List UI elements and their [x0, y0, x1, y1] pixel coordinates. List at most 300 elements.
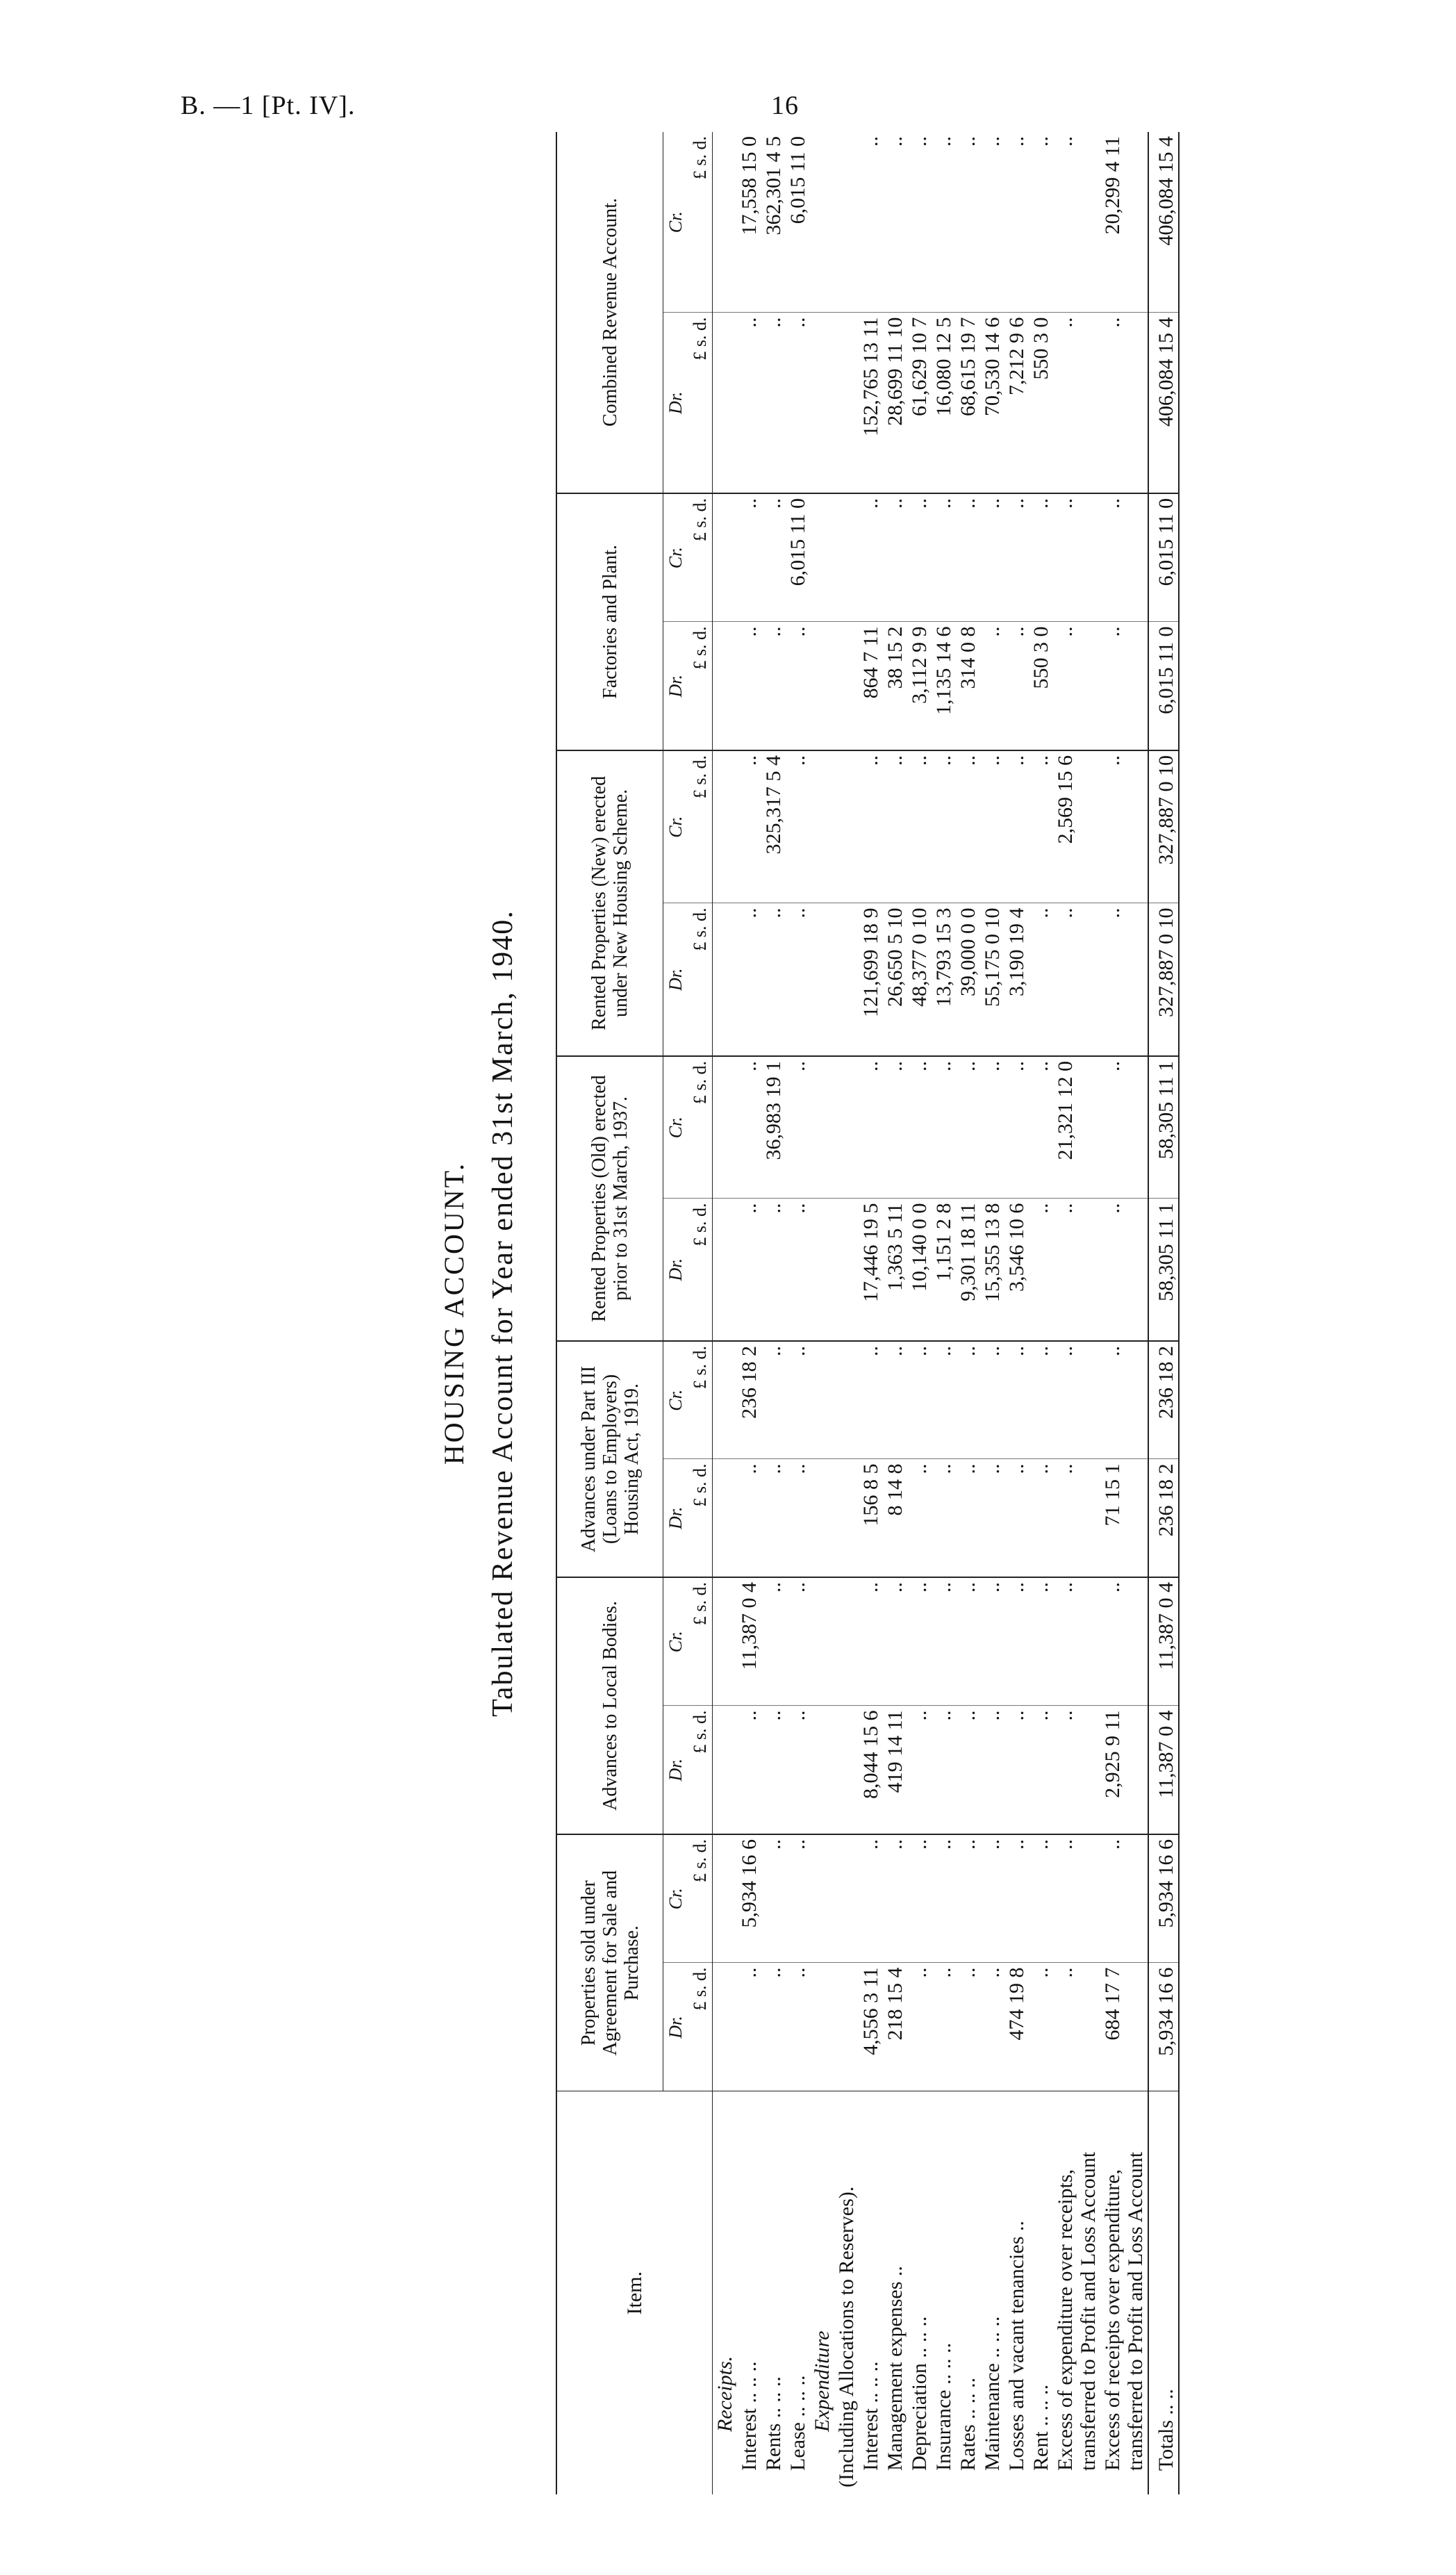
dr-value-cell: ..: [980, 1706, 1004, 1834]
empty-cell: [810, 1963, 834, 2091]
cr-value-cell: ..: [1029, 1834, 1053, 1963]
dr-value-cell: 15,355 13 8: [980, 1199, 1004, 1341]
dr-value-cell: ..: [1029, 1963, 1053, 2091]
dr-header: Dr.: [663, 1706, 688, 1834]
dr-header: Dr.: [663, 1199, 688, 1341]
empty-cell: [810, 493, 834, 622]
group-header-row: [556, 132, 663, 2494]
row-label: Lease .. .. ..: [786, 2091, 810, 2494]
dr-value-cell: 218 15 4: [883, 1963, 907, 2091]
dr-value-cell: ..: [1053, 1459, 1100, 1577]
empty-cell: [834, 1199, 859, 1341]
dr-value-cell: ..: [737, 1963, 761, 2091]
cr-value-cell: ..: [883, 493, 907, 622]
dr-value-cell: ..: [737, 313, 761, 493]
cr-value-cell: ..: [1053, 1834, 1100, 1963]
dr-value-cell: 327,887 0 10: [1148, 903, 1179, 1056]
cr-value-cell: 17,558 15 0: [738, 135, 761, 236]
cr-value-cell: ..: [1029, 493, 1053, 622]
dr-value-cell: ..: [980, 622, 1004, 750]
cr-value-cell: 11,387 0 4: [737, 1577, 761, 1706]
row-label: Excess of expenditure over receipts, transferred to Profit and Loss Account: [1053, 2091, 1100, 2494]
group-header: Advances under Part III (Loans to Employers) Housing Act, 1919.: [556, 1341, 663, 1577]
row-label: Insurance .. .. ..: [932, 2091, 956, 2494]
cr-value-cell: ..: [956, 1056, 980, 1199]
cr-value-cell: ..: [956, 750, 980, 903]
dr-value-cell: 5,934 16 6: [1148, 1963, 1179, 2091]
cr-value-cell: ..: [980, 1834, 1004, 1963]
cr-value-cell: ..: [980, 1056, 1004, 1199]
cr-header: Cr.: [663, 1834, 688, 1963]
cr-value-cell: ..: [956, 1577, 980, 1706]
cr-value-cell: ..: [956, 1834, 980, 1963]
cr-value-cell: ..: [932, 1834, 956, 1963]
cr-value-cell: ..: [1029, 1341, 1053, 1459]
cr-value-cell: ..: [907, 1341, 932, 1459]
dr-value-cell: 58,305 11 1: [1148, 1199, 1179, 1341]
unit-label: £ s. d.: [688, 132, 713, 313]
empty-cell: [713, 1199, 738, 1341]
empty-cell: [834, 1056, 859, 1199]
cr-value-cell: ..: [1004, 1056, 1029, 1199]
cr-value-cell: ..: [1100, 493, 1148, 622]
dr-value-cell: ..: [1053, 1199, 1100, 1341]
table-row: [956, 132, 980, 2494]
empty-cell: [810, 1341, 834, 1459]
empty-cell: [810, 1056, 834, 1199]
cr-value-cell: ..: [957, 135, 979, 147]
dr-value-cell: 314 0 8: [956, 622, 980, 750]
cr-value-cell: ..: [1004, 1341, 1029, 1459]
dr-value-cell: ..: [956, 1706, 980, 1834]
dr-value-cell: ..: [980, 1963, 1004, 2091]
cr-value-cell: ..: [907, 750, 932, 903]
row-label: Rates .. .. ..: [956, 2091, 980, 2494]
dr-value-cell: ..: [786, 1963, 810, 2091]
group-header: Combined Revenue Account.: [556, 132, 663, 493]
dr-value-cell: 3,546 10 6: [1004, 1199, 1029, 1341]
table-row: [932, 132, 956, 2494]
empty-cell: [834, 750, 859, 903]
dr-value-cell: ..: [786, 903, 810, 1056]
cr-header: Cr.: [663, 1341, 688, 1459]
rotated-page-content: [438, 132, 1456, 2494]
unit-label: £ s. d.: [688, 903, 713, 1056]
dr-value-cell: 550 3 0: [1029, 622, 1053, 750]
dr-value-cell: ..: [761, 903, 786, 1056]
cr-value-cell: ..: [980, 750, 1004, 903]
dr-value-cell: ..: [1100, 903, 1148, 1056]
cr-value-cell: 6,015 11 0: [786, 493, 810, 622]
unit-label: £ s. d.: [688, 1963, 713, 2091]
section-heading: Receipts.: [713, 2091, 738, 2494]
cr-value-cell: 236 18 2: [737, 1341, 761, 1459]
table-row: [1004, 132, 1029, 2494]
dr-value-cell: 9,301 18 11: [956, 1199, 980, 1341]
dr-value-cell: 4,556 3 11: [859, 1963, 883, 2091]
table-row: [883, 132, 907, 2494]
dr-value-cell: 7,212 9 6: [1004, 313, 1029, 493]
dr-value-cell: ..: [907, 1706, 932, 1834]
dr-value-cell: ..: [761, 1199, 786, 1341]
dr-value-cell: 3,190 19 4: [1004, 903, 1029, 1056]
dr-value-cell: ..: [956, 1963, 980, 2091]
dr-value-cell: ..: [786, 622, 810, 750]
cr-value-cell: ..: [737, 750, 761, 903]
empty-cell: [810, 1577, 834, 1706]
dr-value-cell: ..: [761, 622, 786, 750]
document-title: HOUSING ACCOUNT.: [438, 1161, 470, 1465]
cr-value-cell: ..: [907, 1834, 932, 1963]
dr-header: Dr.: [663, 903, 688, 1056]
empty-cell: [810, 1706, 834, 1834]
cr-value-cell: ..: [980, 1577, 1004, 1706]
cr-value-cell: ..: [932, 1056, 956, 1199]
empty-cell: [713, 1834, 738, 1963]
empty-cell: [834, 493, 859, 622]
cr-value-cell: 20,299 4 11: [1101, 135, 1124, 235]
dr-value-cell: ..: [932, 1459, 956, 1577]
cr-value-cell: ..: [859, 135, 882, 147]
empty-cell: [713, 313, 738, 493]
cr-value-cell: ..: [932, 1577, 956, 1706]
group-header: Advances to Local Bodies.: [556, 1577, 663, 1834]
cr-header: Cr.: [665, 211, 686, 233]
cr-value-cell: ..: [761, 1834, 786, 1963]
row-label: Interest .. .. ..: [859, 2091, 883, 2494]
cr-value-cell: ..: [883, 1341, 907, 1459]
dr-value-cell: 13,793 15 3: [932, 903, 956, 1056]
cr-value-cell: ..: [883, 750, 907, 903]
cr-value-cell: ..: [786, 1577, 810, 1706]
dr-value-cell: 68,615 19 7: [956, 313, 980, 493]
section-heading: Expenditure: [810, 2091, 834, 2494]
cr-value-cell: ..: [1004, 750, 1029, 903]
table-row: [1100, 132, 1148, 2494]
dr-value-cell: 17,446 19 5: [859, 1199, 883, 1341]
dr-value-cell: ..: [1029, 1459, 1053, 1577]
page-header-reference: B. —1 [Pt. IV].: [181, 91, 356, 120]
dr-value-cell: ..: [1053, 622, 1100, 750]
dr-value-cell: ..: [761, 313, 786, 493]
dr-value-cell: 55,175 0 10: [980, 903, 1004, 1056]
cr-value-cell: ..: [932, 1341, 956, 1459]
table-row: [761, 132, 786, 2494]
section-row: [810, 132, 834, 2494]
dr-header: Dr.: [663, 1459, 688, 1577]
unit-label: £ s. d.: [688, 493, 713, 622]
dr-value-cell: 156 8 5: [859, 1459, 883, 1577]
cr-value-cell: ..: [907, 1577, 932, 1706]
empty-cell: [834, 622, 859, 750]
unit-label: £ s. d.: [688, 622, 713, 750]
dr-value-cell: ..: [907, 1963, 932, 2091]
dr-value-cell: 70,530 14 6: [980, 313, 1004, 493]
dr-value-cell: ..: [1053, 313, 1100, 493]
cr-value-cell: ..: [932, 135, 955, 147]
cr-value-cell: ..: [1005, 135, 1028, 147]
cr-value-cell: ..: [786, 750, 810, 903]
cr-value-cell: ..: [980, 1341, 1004, 1459]
group-header: Properties sold under Agreement for Sale and Purchase.: [556, 1834, 663, 2091]
dr-value-cell: 48,377 0 10: [907, 903, 932, 1056]
cr-value-cell: ..: [883, 1577, 907, 1706]
empty-cell: [834, 1459, 859, 1577]
dr-value-cell: 1,151 2 8: [932, 1199, 956, 1341]
empty-cell: [810, 132, 834, 313]
document-subtitle: Tabulated Revenue Account for Year ended 31st March, 1940.: [487, 910, 519, 1717]
row-label: Excess of receipts over expenditure, transferred to Profit and Loss Account: [1100, 2091, 1148, 2494]
table-row: [907, 132, 932, 2494]
empty-cell: [713, 1056, 738, 1199]
dr-value-cell: 1,363 5 11: [883, 1199, 907, 1341]
dr-value-cell: 406,084 15 4: [1148, 313, 1179, 493]
cr-value-cell: ..: [956, 493, 980, 622]
row-label: Rents .. .. ..: [761, 2091, 786, 2494]
dr-value-cell: 10,140 0 0: [907, 1199, 932, 1341]
dr-value-cell: 2,925 9 11: [1100, 1706, 1148, 1834]
cr-value-cell: ..: [1100, 1056, 1148, 1199]
cr-value-cell: 11,387 0 4: [1148, 1577, 1179, 1706]
dr-value-cell: 236 18 2: [1148, 1459, 1179, 1577]
dr-value-cell: ..: [1029, 1199, 1053, 1341]
dr-header: Dr.: [663, 622, 688, 750]
cr-value-cell: ..: [786, 1056, 810, 1199]
table-row: [980, 132, 1004, 2494]
dr-value-cell: ..: [907, 1459, 932, 1577]
dr-value-cell: ..: [1004, 622, 1029, 750]
empty-cell: [713, 1963, 738, 2091]
empty-cell: [834, 1834, 859, 1963]
row-label: Losses and vacant tenancies ..: [1004, 2091, 1029, 2494]
dr-value-cell: 8,044 15 6: [859, 1706, 883, 1834]
empty-cell: [810, 622, 834, 750]
dr-value-cell: 550 3 0: [1029, 313, 1053, 493]
unit-label: £ s. d.: [688, 1199, 713, 1341]
row-label: Depreciation .. .. ..: [907, 2091, 932, 2494]
dr-value-cell: ..: [1004, 1706, 1029, 1834]
dr-value-cell: ..: [737, 1706, 761, 1834]
cr-value-cell: 5,934 16 6: [1148, 1834, 1179, 1963]
cr-value-cell: ..: [1029, 135, 1052, 147]
cr-value-cell: ..: [761, 1577, 786, 1706]
cr-value-cell: ..: [980, 493, 1004, 622]
empty-cell: [834, 313, 859, 493]
cr-value-cell: 36,983 19 1: [761, 1056, 786, 1199]
dr-value-cell: ..: [761, 1459, 786, 1577]
group-header: Factories and Plant.: [556, 493, 663, 750]
empty-cell: [713, 1706, 738, 1834]
cr-value-cell: ..: [1029, 1577, 1053, 1706]
dr-value-cell: 121,699 18 9: [859, 903, 883, 1056]
table-row: [859, 132, 883, 2494]
dr-value-cell: ..: [1053, 1706, 1100, 1834]
cr-value-cell: ..: [1054, 135, 1077, 147]
unit-label: £ s. d.: [688, 313, 713, 493]
item-column-header: Item.: [556, 2091, 713, 2494]
cr-value-cell: 362,301 4 5: [762, 135, 785, 236]
cr-value-cell: 2,569 15 6: [1053, 750, 1100, 903]
cr-value-cell: ..: [859, 1056, 883, 1199]
table-row: [1053, 132, 1100, 2494]
cr-value-cell: ..: [1053, 493, 1100, 622]
dr-value-cell: 11,387 0 4: [1148, 1706, 1179, 1834]
dr-value-cell: 39,000 0 0: [956, 903, 980, 1056]
cr-value-cell: ..: [1100, 750, 1148, 903]
dr-value-cell: 28,699 11 10: [883, 313, 907, 493]
empty-cell: [713, 750, 738, 903]
row-label: Management expenses ..: [883, 2091, 907, 2494]
section-row: [713, 132, 738, 2494]
cr-value-cell: ..: [737, 493, 761, 622]
cr-value-cell: 327,887 0 10: [1148, 750, 1179, 903]
cr-value-cell: ..: [932, 493, 956, 622]
empty-cell: [713, 1577, 738, 1706]
dr-value-cell: 474 19 8: [1004, 1963, 1029, 2091]
dr-value-cell: ..: [932, 1963, 956, 2091]
dr-header: Dr.: [663, 1963, 688, 2091]
row-label: Interest .. .. ..: [737, 2091, 761, 2494]
dr-value-cell: ..: [980, 1459, 1004, 1577]
empty-cell: [810, 1834, 834, 1963]
cr-value-cell: ..: [859, 1341, 883, 1459]
cr-value-cell: ..: [908, 135, 931, 147]
dr-value-cell: 61,629 10 7: [907, 313, 932, 493]
empty-cell: [713, 493, 738, 622]
dr-value-cell: ..: [786, 1199, 810, 1341]
dr-value-cell: ..: [786, 1459, 810, 1577]
cr-value-cell: 21,321 12 0: [1053, 1056, 1100, 1199]
table-row: [1029, 132, 1053, 2494]
dr-value-cell: 6,015 11 0: [1148, 622, 1179, 750]
cr-value-cell: ..: [1100, 1834, 1148, 1963]
cr-value-cell: ..: [859, 493, 883, 622]
table-body: [713, 132, 1180, 2494]
table-row: [1148, 132, 1179, 2494]
cr-value-cell: ..: [761, 493, 786, 622]
dr-value-cell: ..: [956, 1459, 980, 1577]
table-row: [786, 132, 810, 2494]
dr-value-cell: ..: [761, 1963, 786, 2091]
empty-cell: [834, 132, 859, 313]
cr-value-cell: ..: [761, 1341, 786, 1459]
cr-value-cell: ..: [884, 135, 907, 147]
empty-cell: [834, 1577, 859, 1706]
dr-value-cell: ..: [1053, 1963, 1100, 2091]
unit-label: £ s. d.: [688, 1056, 713, 1199]
dr-value-cell: ..: [1053, 903, 1100, 1056]
dr-value-cell: 864 7 11: [859, 622, 883, 750]
cr-value-cell: ..: [883, 1056, 907, 1199]
cr-value-cell: ..: [907, 493, 932, 622]
dr-value-cell: 26,650 5 10: [883, 903, 907, 1056]
cr-value-cell: ..: [1100, 1341, 1148, 1459]
dr-value-cell: 152,765 13 11: [859, 313, 883, 493]
cr-value-cell: 325,317 5 4: [761, 750, 786, 903]
cr-value-cell: 6,015 11 0: [786, 135, 809, 224]
dr-value-cell: 419 14 11: [883, 1706, 907, 1834]
row-label: Rent .. .. ..: [1029, 2091, 1053, 2494]
cr-header: Cr.: [663, 493, 688, 622]
cr-value-cell: ..: [1004, 1834, 1029, 1963]
group-header: Rented Properties (New) erected under New Housing Scheme.: [556, 750, 663, 1056]
cr-value-cell: 236 18 2: [1148, 1341, 1179, 1459]
empty-cell: [834, 1341, 859, 1459]
cr-value-cell: ..: [859, 1577, 883, 1706]
dr-value-cell: 8 14 8: [883, 1459, 907, 1577]
empty-cell: [810, 313, 834, 493]
dr-value-cell: ..: [737, 1459, 761, 1577]
dr-value-cell: 1,135 14 6: [932, 622, 956, 750]
empty-cell: [810, 903, 834, 1056]
dr-value-cell: 71 15 1: [1100, 1459, 1148, 1577]
dr-value-cell: 16,080 12 5: [932, 313, 956, 493]
cr-header: Cr.: [663, 1056, 688, 1199]
section-row: [834, 132, 859, 2494]
unit-label: £ s. d.: [688, 750, 713, 903]
cr-header: Cr.: [663, 750, 688, 903]
empty-cell: [810, 1199, 834, 1341]
dr-value-cell: ..: [1004, 1459, 1029, 1577]
dr-value-cell: ..: [932, 1706, 956, 1834]
empty-cell: [713, 1459, 738, 1577]
cr-value-cell: ..: [883, 1834, 907, 1963]
empty-cell: [834, 903, 859, 1056]
dr-value-cell: 3,112 9 9: [907, 622, 932, 750]
cr-value-cell: 58,305 11 1: [1148, 1056, 1179, 1199]
dr-value-cell: ..: [761, 1706, 786, 1834]
cr-value-cell: 5,934 16 6: [737, 1834, 761, 1963]
dr-value-cell: ..: [1029, 903, 1053, 1056]
cr-value-cell: ..: [1004, 1577, 1029, 1706]
dr-value-cell: 38 15 2: [883, 622, 907, 750]
unit-label: £ s. d.: [688, 1459, 713, 1577]
cr-value-cell: ..: [859, 750, 883, 903]
unit-label: £ s. d.: [688, 1341, 713, 1459]
dr-value-cell: ..: [737, 1199, 761, 1341]
cr-value-cell: ..: [859, 1834, 883, 1963]
unit-label: £ s. d.: [688, 1577, 713, 1706]
empty-cell: [713, 622, 738, 750]
cr-value-cell: 406,084 15 4: [1148, 132, 1179, 313]
section-heading: (Including Allocations to Reserves).: [834, 2091, 859, 2494]
empty-cell: [713, 903, 738, 1056]
cr-value-cell: ..: [956, 1341, 980, 1459]
cr-value-cell: ..: [1100, 1577, 1148, 1706]
cr-value-cell: ..: [1029, 750, 1053, 903]
cr-value-cell: ..: [1004, 493, 1029, 622]
row-label: Maintenance .. .. ..: [980, 2091, 1004, 2494]
cr-value-cell: ..: [737, 1056, 761, 1199]
cr-value-cell: ..: [932, 750, 956, 903]
cr-header: Cr.: [663, 1577, 688, 1706]
dr-value-cell: ..: [1100, 313, 1148, 493]
dr-value-cell: ..: [786, 313, 810, 493]
dr-value-cell: ..: [1100, 622, 1148, 750]
dr-value-cell: ..: [786, 1706, 810, 1834]
empty-cell: [810, 1459, 834, 1577]
dr-value-cell: ..: [737, 622, 761, 750]
empty-cell: [834, 1963, 859, 2091]
dr-value-cell: ..: [1100, 1199, 1148, 1341]
empty-cell: [713, 1341, 738, 1459]
revenue-account-table: [556, 132, 1180, 2494]
group-header: Rented Properties (Old) erected prior to 31st March, 1937.: [556, 1056, 663, 1341]
cr-value-cell: ..: [907, 1056, 932, 1199]
empty-cell: [713, 132, 738, 313]
cr-value-cell: 6,015 11 0: [1148, 493, 1179, 622]
empty-cell: [834, 1706, 859, 1834]
